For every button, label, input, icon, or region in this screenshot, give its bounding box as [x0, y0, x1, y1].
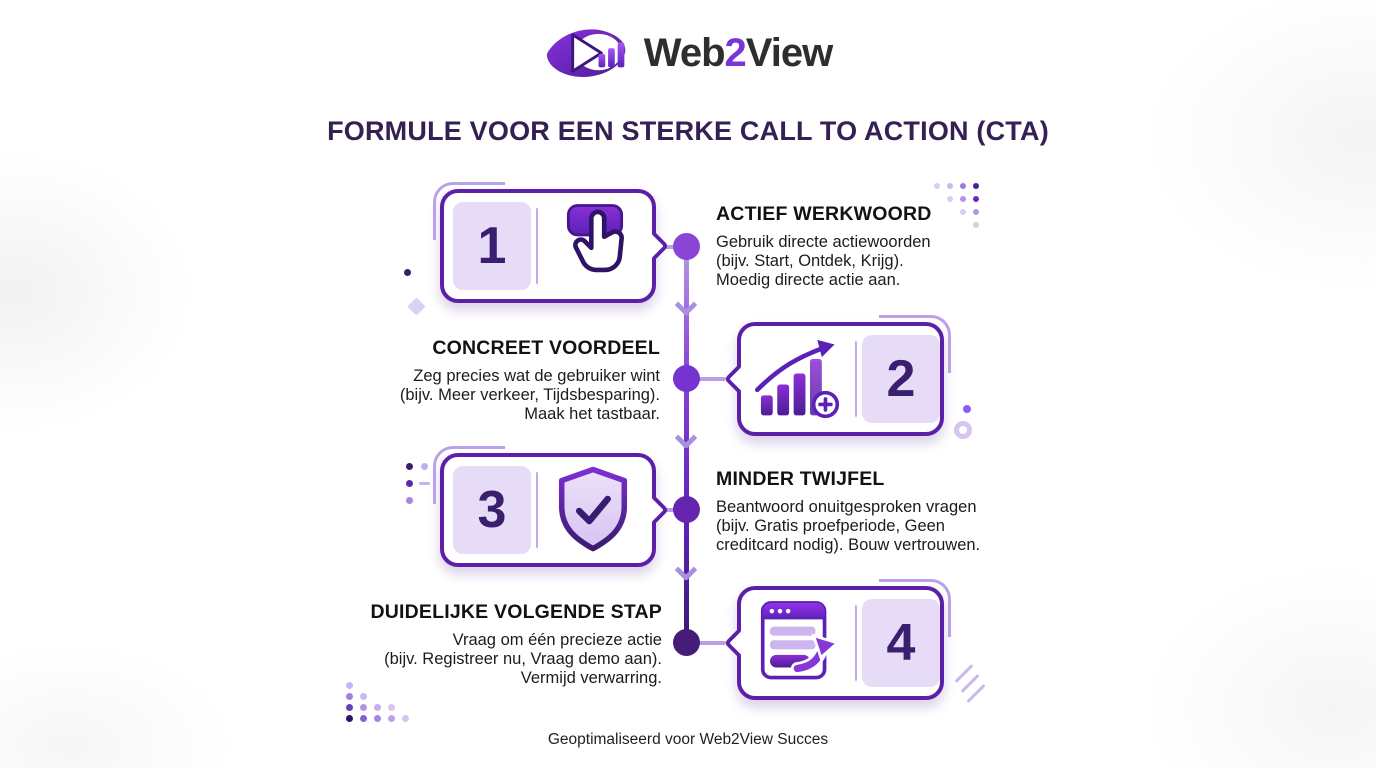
- step-number: 4: [886, 614, 916, 672]
- deco-dot: [406, 463, 413, 470]
- timeline-node-2: [673, 365, 700, 392]
- divider: [855, 341, 857, 417]
- divider: [855, 605, 857, 681]
- arrow-down-icon: [675, 294, 698, 317]
- deco-dot: [406, 480, 413, 487]
- connector-line: [698, 377, 726, 381]
- deco-dot: [973, 196, 979, 202]
- arrow-down-icon: [675, 427, 698, 450]
- deco-dot: [960, 183, 966, 189]
- step-1-heading: ACTIEF WERKWOORD: [716, 203, 932, 225]
- divider: [536, 208, 538, 284]
- step-3-body-line: (bijv. Gratis proefperiode, Geen: [716, 516, 945, 535]
- step-1-body-line: Moedig directe actie aan.: [716, 270, 901, 289]
- step-4-text: [320, 601, 662, 687]
- timeline-node-3: [673, 496, 700, 523]
- step-number: 2: [886, 350, 916, 408]
- brand-name: [644, 31, 832, 76]
- deco-dot: [374, 715, 381, 722]
- deco-dot: [360, 704, 367, 711]
- brand-name-2: 2: [724, 30, 746, 75]
- step-3-card: [440, 453, 656, 567]
- step-3-text: [716, 468, 1016, 554]
- deco-dot: [963, 405, 971, 413]
- arrow-down-icon: [675, 559, 698, 582]
- step-number: 1: [477, 217, 507, 275]
- form-submit-icon: [750, 597, 850, 689]
- deco-dot: [346, 693, 353, 700]
- deco-dot: [346, 715, 353, 722]
- corner-accent: [433, 182, 505, 240]
- shield-check-icon: [547, 464, 639, 556]
- corner-accent: [433, 446, 505, 504]
- step-4-body-line: (bijv. Registreer nu, Vraag demo aan).: [384, 649, 662, 668]
- step-4-heading: DUIDELIJKE VOLGENDE STAP: [370, 601, 662, 623]
- deco-diamond: [407, 297, 425, 315]
- corner-accent: [879, 315, 951, 373]
- deco-dot: [388, 704, 395, 711]
- corner-accent: [879, 579, 951, 637]
- brand-name-view: View: [745, 30, 833, 75]
- deco-dot: [960, 196, 966, 202]
- deco-dot: [960, 209, 966, 215]
- step-2-text: [330, 337, 660, 423]
- timeline-node-4: [673, 629, 700, 656]
- deco-dot: [406, 497, 413, 504]
- tap-button-icon: [543, 200, 647, 292]
- step-2-heading: CONCREET VOORDEEL: [432, 337, 660, 359]
- deco-dash: [419, 482, 430, 485]
- growth-chart-icon: [750, 333, 850, 425]
- deco-dot: [402, 715, 409, 722]
- step-4-card: [737, 586, 944, 700]
- step-2-body-line: (bijv. Meer verkeer, Tijdsbesparing).: [399, 385, 660, 404]
- deco-dot: [374, 704, 381, 711]
- deco-dot: [346, 682, 353, 689]
- deco-dot: [973, 183, 979, 189]
- step-3-heading: MINDER TWIJFEL: [716, 468, 885, 490]
- deco-dot: [360, 715, 367, 722]
- step-2-body-line: Maak het tastbaar.: [524, 404, 660, 423]
- deco-dot: [947, 196, 953, 202]
- deco-dot: [934, 183, 940, 189]
- timeline-node-1: [673, 233, 700, 260]
- step-1-body-line: (bijv. Start, Ontdek, Krijg).: [716, 251, 904, 270]
- step-3-body-line: creditcard nodig). Bouw vertrouwen.: [716, 535, 981, 554]
- step-4-body-line: Vraag om één precieze actie: [452, 631, 662, 649]
- deco-hatch-line: [966, 684, 985, 703]
- step-2-body-line: Zeg precies wat de gebruiker wint: [413, 367, 660, 385]
- step-1-text: [716, 203, 1016, 289]
- step-4-body-line: Vermijd verwarring.: [520, 668, 662, 687]
- brand-logo: [0, 22, 1376, 84]
- page-title: FORMULE VOOR EEN STERKE CALL TO ACTION (CTA): [327, 116, 1049, 146]
- brand-name-web: Web: [643, 30, 725, 75]
- deco-dot: [973, 222, 979, 228]
- footer-tagline: Geoptimaliseerd voor Web2View Succes: [547, 731, 829, 748]
- step-1-body-line: Gebruik directe actiewoorden: [716, 233, 931, 251]
- connector-line: [698, 641, 726, 645]
- step-2-card: [737, 322, 944, 436]
- card-pointer: [641, 496, 669, 524]
- step-3-body-line: Beantwoord onuitgesproken vragen: [716, 498, 977, 516]
- deco-dot: [973, 209, 979, 215]
- deco-dot: [421, 463, 428, 470]
- deco-dot: [360, 693, 367, 700]
- web2view-logo-icon: [544, 22, 632, 84]
- deco-ring: [954, 421, 972, 439]
- step-1-card: [440, 189, 656, 303]
- deco-dot: [404, 269, 411, 276]
- card-pointer: [724, 365, 752, 393]
- deco-dot: [346, 704, 353, 711]
- divider: [536, 472, 538, 548]
- deco-dot: [947, 183, 953, 189]
- deco-dot: [388, 715, 395, 722]
- step-number: 3: [477, 481, 507, 539]
- card-pointer: [724, 629, 752, 657]
